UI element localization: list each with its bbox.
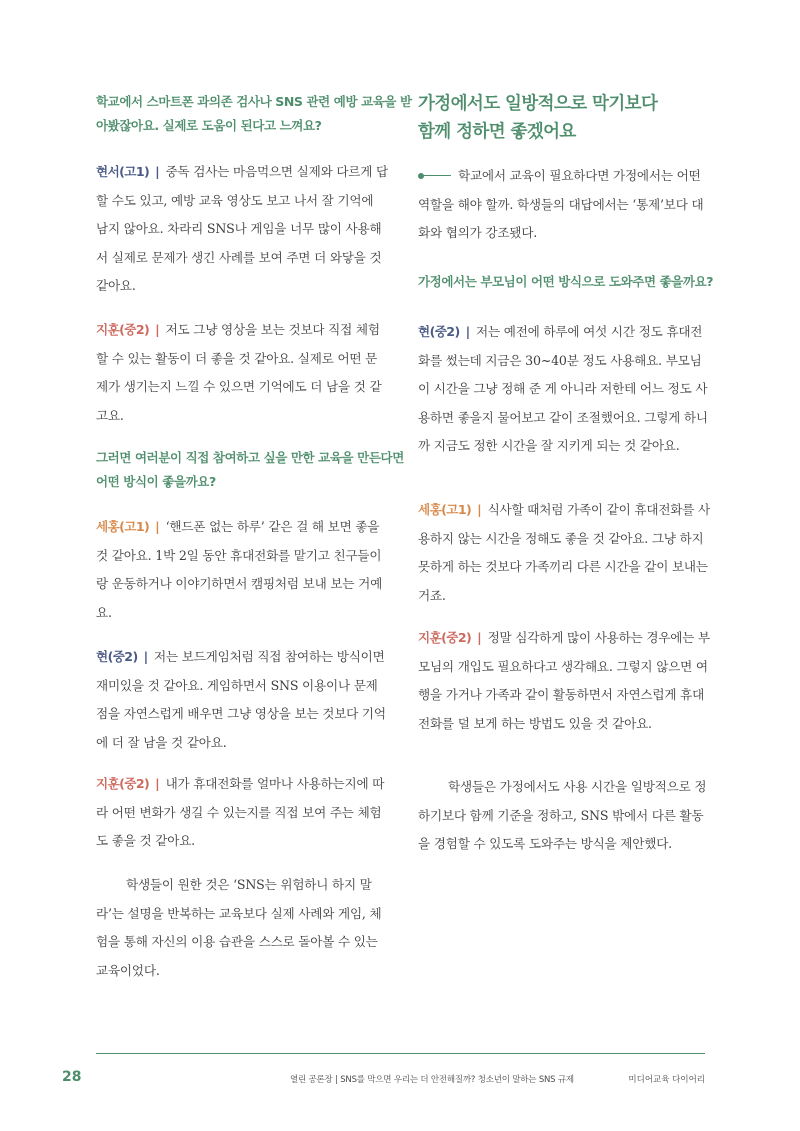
interview-question: 그러면 여러분이 직접 참여하고 싶을 만한 교육을 만든다면 어떤 방식이 좋을까요? (96, 450, 404, 489)
answer-text: 내가 휴대전화를 얼마나 사용하는지에 따라 어떤 변화가 생길 수 있는지를 직접 보여 주는 체험도 좋을 것 같아요. (96, 776, 385, 848)
divider-bar: | (465, 324, 471, 339)
footer-running-title: 열린 공론장 | SNS를 막으면 우리는 더 안전해질까? 청소년이 말하는 SNS 규제 (290, 1075, 574, 1085)
answer-paragraph (418, 496, 710, 610)
answer-paragraph (96, 513, 388, 627)
speaker-name: 지훈(중2) (96, 322, 150, 337)
divider-bar: | (143, 649, 149, 664)
section-title-line: 가정에서도 일방적으로 막기보다 (418, 94, 658, 114)
answer-text: 저도 그냥 영상을 보는 것보다 직접 체험할 수 있는 활동이 더 좋을 것 같아요. 실제로 어떤 문제가 생기는지 느낄 수 있으면 기억에도 더 남을 것 같고요. (96, 322, 382, 423)
answer-paragraph (96, 643, 388, 757)
speaker-name: 현(중2) (96, 649, 138, 664)
answer-paragraph (96, 770, 388, 856)
summary-paragraph: 학생들은 가정에서도 사용 시간을 일방적으로 정하기보다 함께 기준을 정하고, SNS 밖에서 다른 활동을 경험할 수 있도록 도와주는 방식을 제안했다. (418, 779, 707, 851)
divider-bar: | (155, 519, 160, 534)
answer-paragraph (96, 316, 388, 430)
speaker-name: 세홍(고1) (96, 519, 150, 534)
speaker-name: 지훈(중2) (96, 776, 150, 791)
section-title (418, 90, 718, 146)
divider-bar: | (477, 502, 482, 517)
divider-bar: | (155, 164, 160, 179)
divider-bar: | (155, 776, 160, 791)
answer-text: 저는 예전에 하루에 여섯 시간 정도 휴대전화를 썼는데 지금은 30~40분 정도 사용해요. 부모님이 시간을 그냥 정해 준 게 아니라 저한테 어느 정도 사용하면 좋을지 물어보고 같이 조절했어요. 그렇게 하니까 지금도 정한 시간을 잘 지키게 되는 것 같아요. (418, 324, 708, 453)
answer-paragraph (418, 624, 710, 738)
speaker-name: 현(중2) (418, 324, 460, 339)
divider-bar: | (155, 322, 160, 337)
divider-bar: | (477, 630, 482, 645)
answer-text: 정말 심각하게 많이 사용하는 경우에는 부모님의 개입도 필요하다고 생각해요. 그렇지 않으면 여행을 가거나 가족과 같이 활동하면서 자연스럽게 휴대전화를 덜 보게 하는 방법도 있을 것 같아요. (418, 630, 711, 731)
page-number: 28 (62, 1069, 82, 1085)
answer-text: 식사할 때처럼 가족이 같이 휴대전화를 사용하지 않는 시간을 정해도 좋을 것 같아요. 그냥 하지 못하게 하는 것보다 가족끼리 다른 시간을 같이 보내는 거죠. (418, 502, 711, 603)
footer-rule (96, 1053, 705, 1054)
footer-publication-name: 미디어교육 다이어리 (628, 1075, 705, 1085)
speaker-name: 지훈(중2) (418, 630, 472, 645)
intro-paragraph: 학교에서 교육이 필요하다면 가정에서는 어떤 역할을 해야 할까. 학생들의 대답에서는 ‘통제’보다 대화와 협의가 강조됐다. (418, 168, 704, 240)
speaker-name: 현서(고1) (96, 164, 150, 179)
answer-paragraph (96, 158, 388, 301)
section-title-line: 함께 정하면 좋겠어요 (418, 122, 576, 142)
answer-paragraph (418, 318, 710, 461)
speaker-name: 세홍(고1) (418, 502, 472, 517)
summary-paragraph: 학생들이 원한 것은 ‘SNS는 위험하니 하지 말라’는 설명을 반복하는 교육보다 실제 사례와 게임, 체험을 통해 자신의 이용 습관을 스스로 돌아볼 수 있는 교육이었다. (96, 877, 382, 978)
answer-text: ‘핸드폰 없는 하루’ 같은 걸 해 보면 좋을 것 같아요. 1박 2일 동안 휴대전화를 맡기고 친구들이랑 운동하거나 이야기하면서 캠핑처럼 보내 보는 거예요. (96, 519, 383, 620)
interview-question: 학교에서 스마트폰 과의존 검사나 SNS 관련 예방 교육을 받아봤잖아요. 실제로 도움이 된다고 느껴요? (96, 94, 412, 133)
interview-question: 가정에서는 부모님이 어떤 방식으로 도와주면 좋을까요? (418, 274, 714, 289)
answer-text: 중독 검사는 마음먹으면 실제와 다르게 답할 수도 있고, 예방 교육 영상도 보고 나서 잘 기억에 남지 않아요. 차라리 SNS나 게임을 너무 많이 사용해서 실제로 문제가 생긴 사례를 보여 주면 더 와닿을 것 같아요. (96, 164, 389, 293)
answer-text: 저는 보드게임처럼 직접 참여하는 방식이면 재미있을 것 같아요. 게임하면서 SNS 이용이나 문제점을 자연스럽게 배우면 그냥 영상을 보는 것보다 기억에 더 잘 남을 것 같아요. (96, 649, 386, 750)
